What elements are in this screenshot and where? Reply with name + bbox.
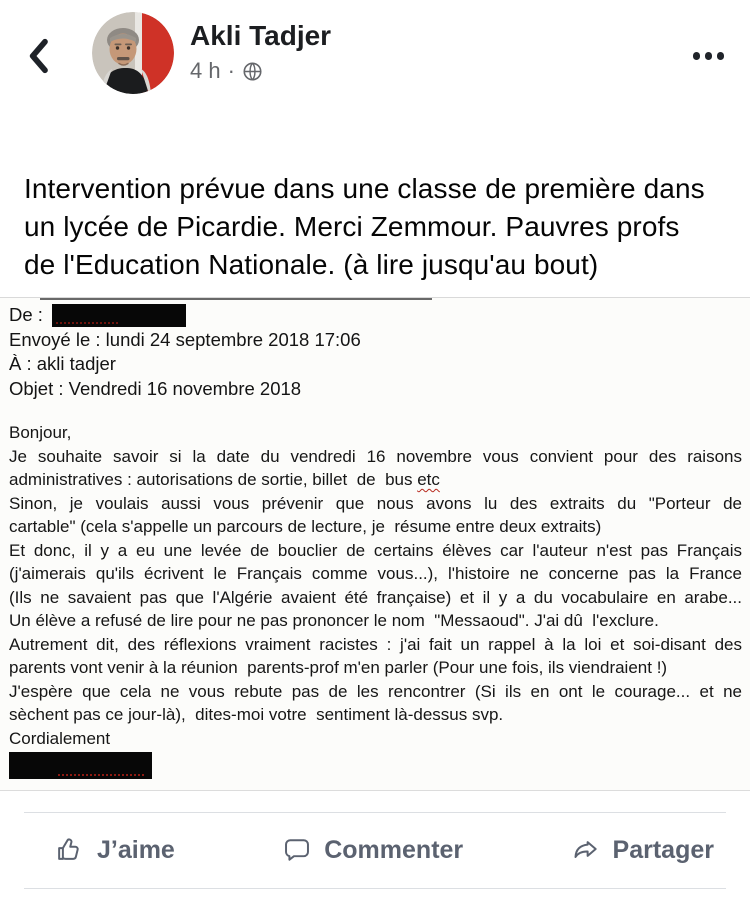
author-name[interactable]: Akli Tadjer bbox=[190, 20, 332, 51]
email-body-line: Je souhaite savoir si la date du vendredi 16 novembre vous convient pour des raisons bbox=[9, 446, 742, 466]
email-body-line: Autrement dit, des réflexions vraiment racistes : j'ai fait un rappel à la loi et soi-disant des bbox=[9, 634, 742, 654]
redaction-box-sender bbox=[52, 304, 186, 327]
email-body-line: (Ils ne savaient pas que l'Algérie avaient été française) et il y a du vocabulaire en arabe... bbox=[9, 587, 742, 607]
share-button[interactable] bbox=[572, 836, 714, 865]
email-greeting: Bonjour, bbox=[9, 423, 72, 442]
email-from-label: De : bbox=[9, 304, 43, 325]
back-chevron-icon bbox=[24, 36, 54, 79]
back-button[interactable] bbox=[22, 36, 56, 78]
like-label: J’aime bbox=[97, 835, 175, 864]
redaction-box-signature bbox=[9, 752, 152, 779]
post-text-line: un lycée de Picardie. Merci Zemmour. Pauvres profs bbox=[24, 211, 680, 242]
post-meta bbox=[190, 58, 263, 84]
meta-dot: · bbox=[227, 58, 235, 83]
email-body bbox=[9, 421, 742, 786]
email-body-line: sèchent pas ce jour-là), dites-moi votre sentiment là-dessus svp. bbox=[9, 705, 504, 724]
email-body-line: parents vont venir à la réunion parents-prof m'en parler (Pour une fois, ils viendraient !) bbox=[9, 658, 668, 677]
speech-bubble-icon bbox=[283, 836, 311, 864]
email-to-line: À : akli tadjer bbox=[9, 353, 116, 374]
post-text bbox=[24, 170, 730, 284]
email-body-line: Et donc, il y a eu une levée de bouclier de certains élèves car l'auteur n'est pas Français bbox=[9, 540, 742, 560]
email-top-border bbox=[40, 298, 432, 300]
email-body-misspelled-word: etc bbox=[417, 470, 440, 489]
email-attachment-image[interactable] bbox=[0, 297, 750, 791]
email-body-line: (j'aimerais qu'ils écrivent le Français comme vous...), l'histoire ne concerne pas la France bbox=[9, 564, 742, 583]
action-bar bbox=[56, 820, 714, 880]
comment-button[interactable] bbox=[283, 836, 463, 865]
avatar[interactable] bbox=[92, 12, 174, 94]
red-squiggle bbox=[58, 774, 146, 776]
share-arrow-icon bbox=[572, 836, 600, 864]
thumb-up-icon bbox=[56, 836, 84, 864]
email-body-line bbox=[9, 468, 742, 492]
email-body-line: Un élève a refusé de lire pour ne pas prononcer le nom "Messaoud". J'ai dû l'exclure. bbox=[9, 611, 659, 630]
divider-bottom bbox=[24, 888, 726, 889]
email-body-line: Sinon, je voulais aussi vous prévenir que nous avons lu des extraits du "Porteur de bbox=[9, 493, 742, 513]
email-subject-line: Objet : Vendredi 16 novembre 2018 bbox=[9, 377, 302, 399]
email-body-line: cartable" (cela s'appelle un parcours de lecture, je résume entre deux extraits) bbox=[9, 517, 602, 536]
post-text-line: de l'Education Nationale. (à lire jusqu'au bout) bbox=[24, 249, 599, 280]
email-body-line: J'espère que cela ne vous rebute pas de les rencontrer (Si ils en ont le courage... et ne bbox=[9, 681, 742, 701]
share-label: Partager bbox=[612, 835, 714, 864]
email-closing: Cordialement bbox=[9, 728, 111, 748]
like-button[interactable] bbox=[56, 836, 175, 865]
post-menu-button[interactable] bbox=[691, 46, 727, 66]
divider-top bbox=[24, 812, 726, 813]
ellipsis-icon bbox=[693, 52, 725, 60]
globe-icon bbox=[242, 61, 263, 82]
post-text-line: Intervention prévue dans une classe de première dans bbox=[24, 173, 705, 204]
email-from-row bbox=[9, 303, 742, 328]
email-body-text: administratives : autorisations de sortie, billet de bus bbox=[9, 470, 418, 489]
comment-label: Commenter bbox=[324, 835, 464, 864]
email-sent-line: Envoyé le : lundi 24 septembre 2018 17:06 bbox=[9, 328, 361, 350]
red-squiggle bbox=[56, 322, 120, 324]
timestamp: 4 h bbox=[190, 58, 221, 83]
